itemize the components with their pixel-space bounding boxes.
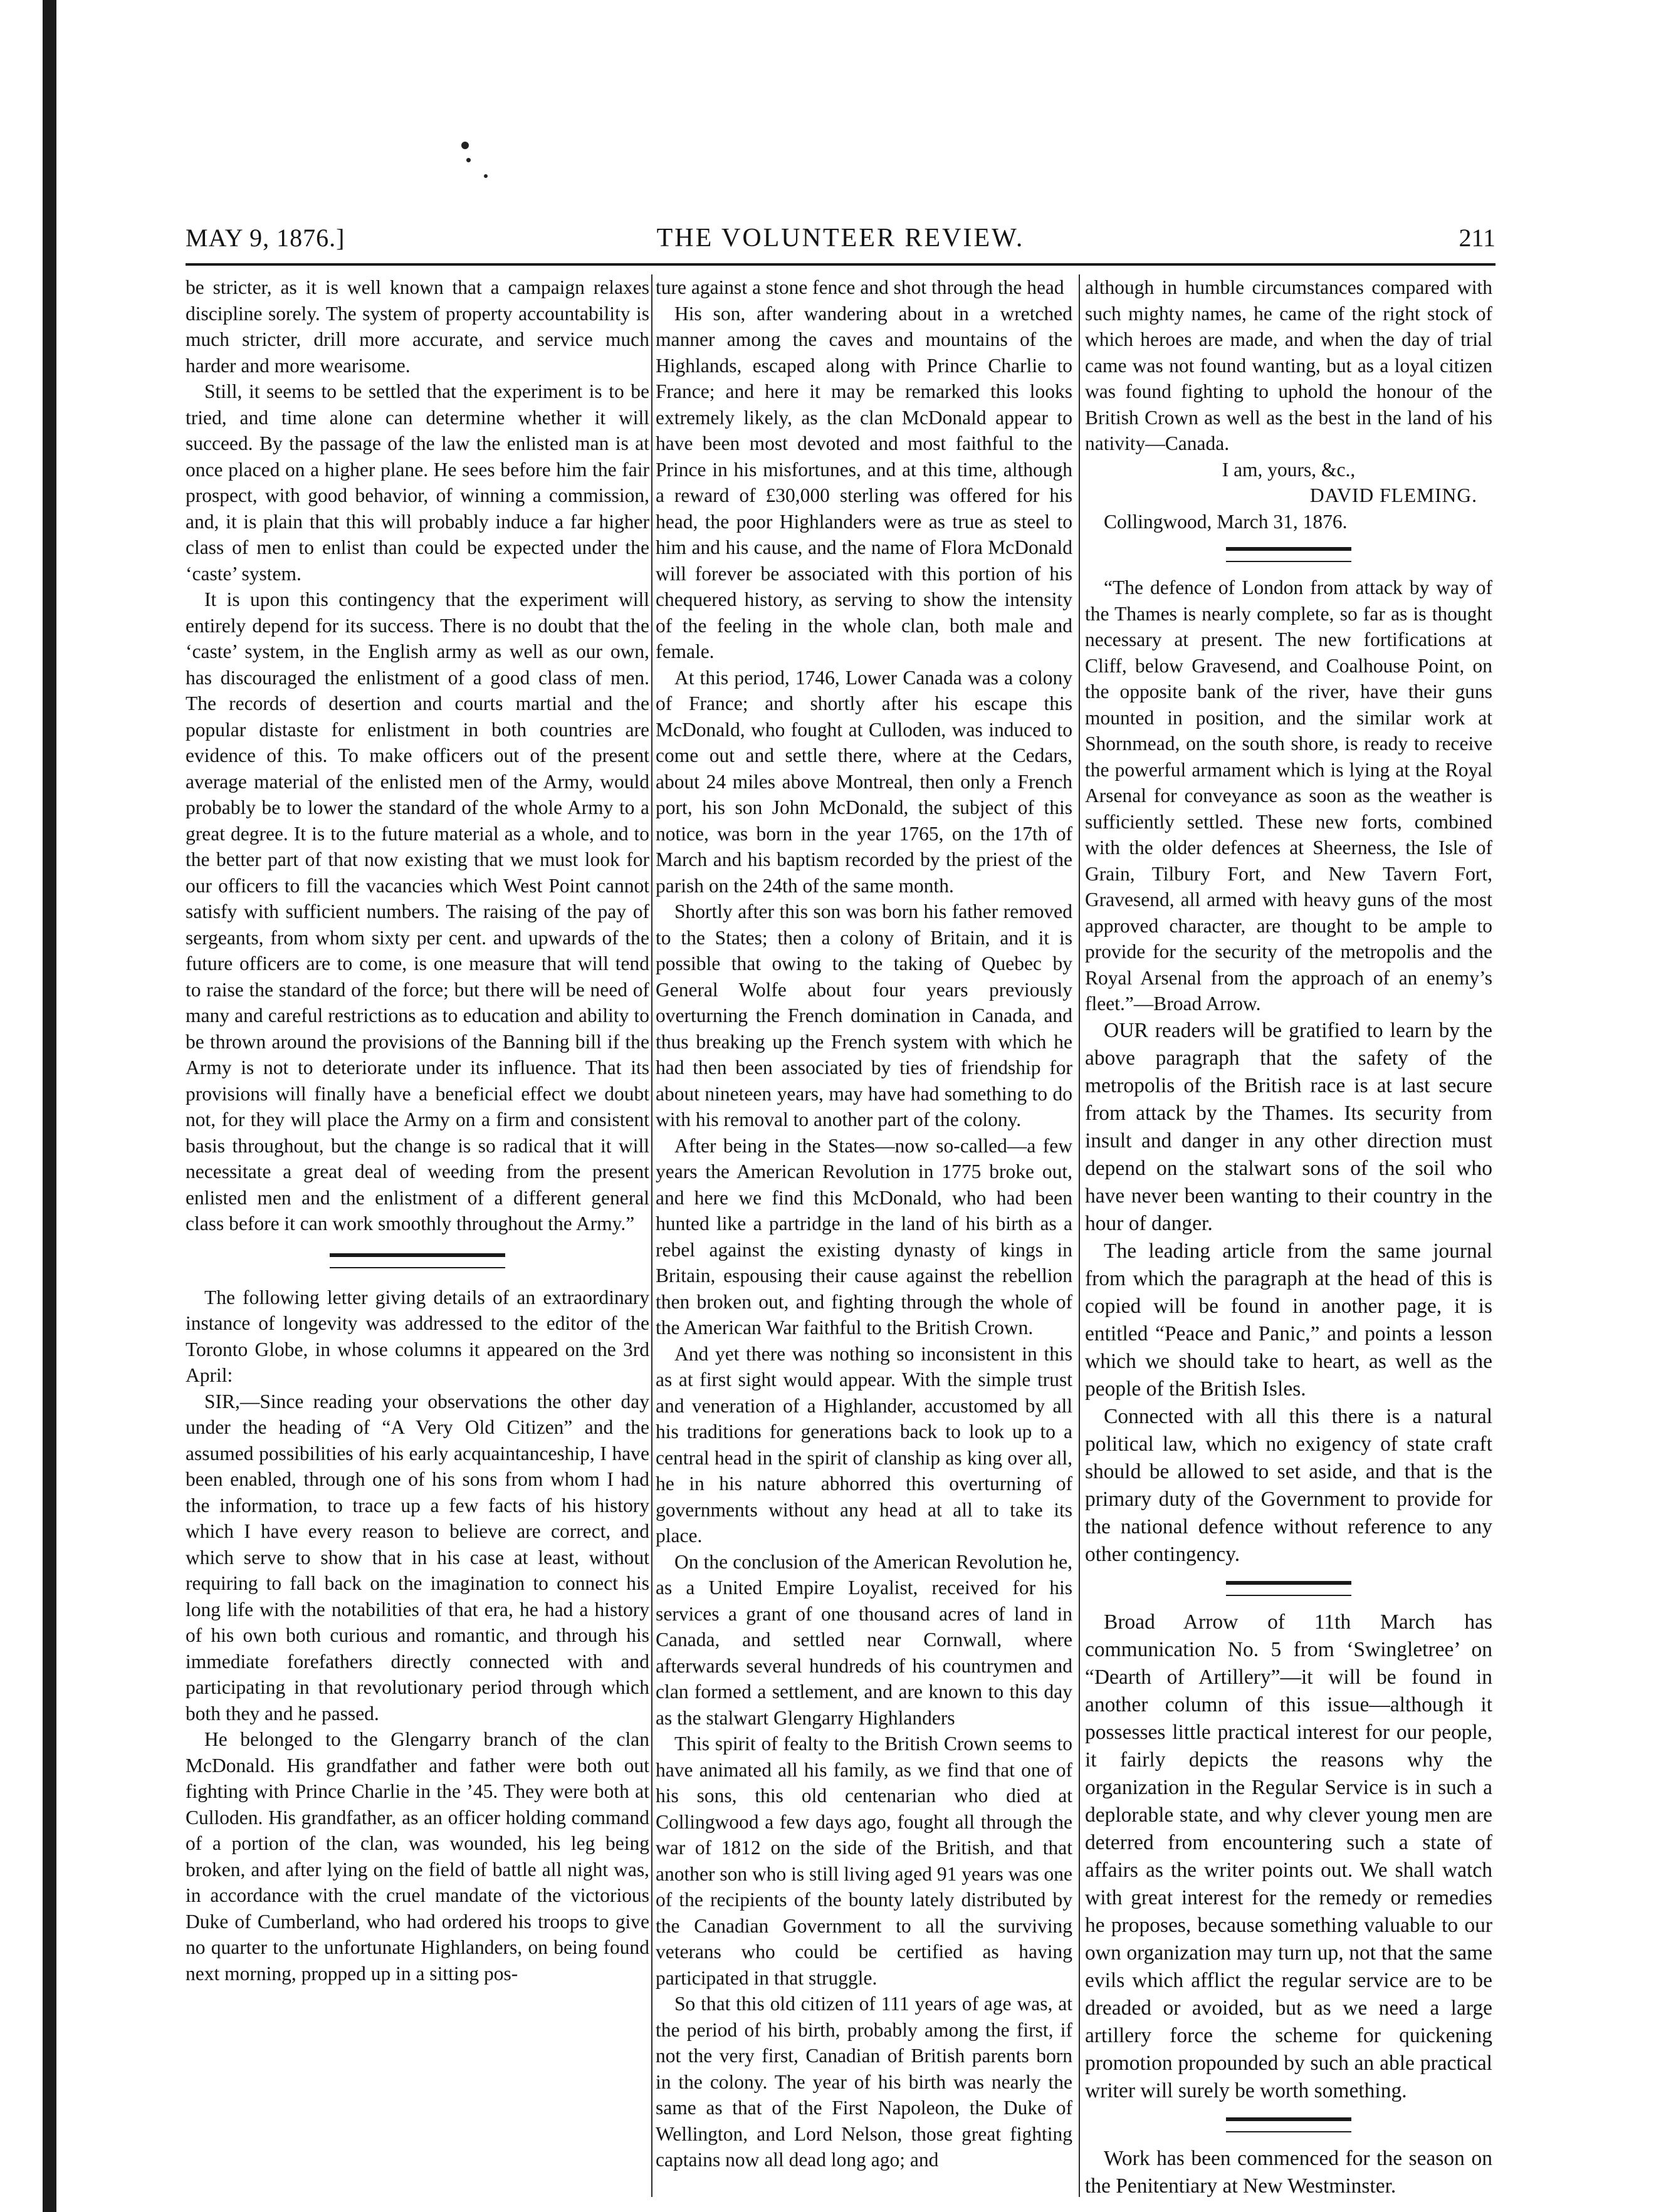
editorial-paragraph: Connected with all this there is a natural political law, which no exigency of state craft should be allowed to set aside, and that is the primary duty of the Government to provide for the national defence without reference to any other contingency.	[1085, 1404, 1492, 1566]
ink-speck	[466, 158, 471, 162]
letter-paragraph: After being in the States—now so-called—a few years the American Revolution in 1775 broke out, and here we find this McDonald, who had been hunted like a partridge in the land of his birth as a rebel against the existing dynasty of kings in Britain, espousing their cause against the rebellion then broken out, and fighting through the whole of the American War faithful to the British Crown.	[656, 1134, 1072, 1338]
column-divider	[651, 274, 652, 2197]
letter-paragraph: And yet there was nothing so inconsistent in this as at first sight would appear. With the simple trust and veneration of a Highlander, accustomed by all his traditions for generations back to look up to a central head in the spirit of clanship as king over all, he in his nature abhorred this overturning of governments without any head at all to take its place.	[656, 1342, 1072, 1547]
section-separator	[1226, 547, 1351, 562]
letter-paragraph: Shortly after this son was born his father removed to the States; then a colony of Britain, and it is possible that owing to the taking of Quebec by General Wolfe about four years previously overturning the French domination in Canada, and thus breaking up the French system with which he had then been associated by ties of friendship for about nineteen years, may have had something to do with his removal to another part of the colony.	[656, 900, 1072, 1130]
letter-place-date: Collingwood, March 31, 1876.	[1104, 510, 1348, 533]
letter-intro: The following letter giving details of an extraordinary instance of longevity was addressed to the editor of the Toronto Globe, in whose columns it appeared on the 3rd April:	[186, 1286, 649, 1386]
publication-title: THE VOLUNTEER REVIEW.	[656, 224, 1025, 253]
editorial-paragraph: OUR readers will be gratified to learn by the above paragraph that the safety of the metropolis of the British race is at last secure from attack by the Thames. Its security from insult and danger in any other direction must depend on the stalwart sons of the soil who have never been wanting to their country in the hour of danger.	[1085, 1018, 1492, 1235]
article-paragraph: Still, it seems to be settled that the experiment is to be tried, and time alone can determine whether it will succeed. By the passage of the law the enlisted man is at once placed on a higher plane. He sees before him the fair prospect, with good behavior, of winning a commission, and, it is plain that this will probably induce a far higher class of men to enlist than could be expected under the ‘caste’ system.	[186, 380, 649, 585]
column-divider	[1079, 274, 1080, 2197]
quoted-paragraph: “The defence of London from attack by way of the Thames is nearly complete, so far as is thought necessary at present. The new fortifications at Cliff, below Gravesend, and Coalhouse Point, on the opposite bank of the river, have their guns mounted in position, and the similar work at Shornmead, on the south shore, is ready to receive the powerful armament which is lying at the Royal Arsenal for conveyance as soon as the weather is sufficiently settled. These new forts, combined with the older defences at Sheerness, the Isle of Grain, Tilbury Fort, and New Tavern Fort, Gravesend, all armed with heavy guns of the most approved character, are thought to be ample to provide for the security of the metropolis and the Royal Arsenal from the approach of an enemy’s fleet.”—Broad Arrow.	[1085, 576, 1492, 1015]
letter-closing: I am, yours, &c.,	[1222, 458, 1356, 481]
section-separator	[1226, 1581, 1351, 1596]
section-separator	[1226, 2117, 1351, 2132]
page-number: 211	[1459, 224, 1496, 252]
ink-speck	[461, 142, 469, 149]
column-1	[186, 274, 649, 2197]
letter-paragraph: ture against a stone fence and shot through the head	[656, 276, 1064, 298]
article-paragraph: It is upon this contingency that the experiment will entirely depend for its success. There is no doubt that the ‘caste’ system, in the English army as well as our own, has discouraged the enlistment of a good class of men. The records of desertion and courts martial and the popular distaste for enlistment in both countries are evidence of this. To make officers out of the present average material of the enlisted men of the Army, would probably be to lower the standard of the whole Army to a great degree. It is to the future material as a whole, and to the better part of that now existing that we must look for our officers to fill the vacancies which West Point cannot satisfy with sufficient numbers. The raising of the pay of sergeants, from whom sixty per cent. and upwards of the future officers are to come, is one measure that will tend to raise the standard of the force; but there will be need of many and careful restrictions as to education and ability to be thrown around the provisions of the Banning bill if the Army is not to deteriorate under its influence. That its provisions will finally have a beneficial effect we doubt not, for they will place the Army on a firm and consistent basis throughout, but the change is so radical that it will necessitate a great deal of weeding from the present enlisted men and the enlistment of a different general class before it can work smoothly throughout the Army.”	[186, 588, 649, 1234]
page-edge-shadow	[43, 0, 56, 2212]
article-paragraph: be stricter, as it is well known that a campaign relaxes discipline sorely. The system of property accountability is much stricter, drill more accurate, and service much harder and more wearisome.	[186, 276, 649, 377]
ink-speck	[484, 174, 488, 178]
letter-paragraph: This spirit of fealty to the British Crown seems to have animated all his family, as we find that one of his sons, this old centenarian who died at Collingwood a few days ago, fought all through the war of 1812 on the side of the British, and that another son who is still living aged 91 years was one of the recipients of the bounty lately distributed by the Canadian Government to all the surviving veterans who could be certified as having participated in that struggle.	[656, 1733, 1072, 1989]
editorial-paragraph: Broad Arrow of 11th March has communication No. 5 from ‘Swingletree’ on “Dearth of Artillery”—it will be found in another column of this issue—although it possesses little practical interest for our people, it fairly depicts the reasons why the organization in the Regular Service is in such a deplorable state, and why clever young men are deterred from encountering such a state of affairs as the writer points out. We shall watch with great interest for the remedy or remedies he proposes, because something valuable to our own organization may turn up, not that the same evils which afflict the regular service are to be dreaded or avoided, but as we need a large artillery force the scheme for quickening promotion propounded by such an able practical writer will surely be worth something.	[1085, 1610, 1492, 2102]
letter-paragraph: He belonged to the Glengarry branch of the clan McDonald. His grandfather and father were both out fighting with Prince Charlie in the ’45. They were both at Culloden. His grandfather, as an officer holding command of a portion of the clan, was wounded, his leg being broken, and after lying on the field of battle all night was, in accordance with the cruel mandate of the victorious Duke of Cumberland, who had ordered his troops to give no quarter to the unfortunate Highlanders, on being found next morning, propped up in a sitting pos-	[186, 1728, 649, 1985]
letter-paragraph: At this period, 1746, Lower Canada was a colony of France; and shortly after his escape this McDonald, who fought at Culloden, was induced to come out and settle there, where at the Cedars, about 24 miles above Montreal, then only a French port, his son John McDonald, the subject of this notice, was born in the year 1765, on the 17th of March and his baptism recorded by the priest of the parish on the 24th of the same month.	[656, 666, 1072, 897]
editorial-paragraph: The leading article from the same journal from which the paragraph at the head of this is copied will be found in another page, it is entitled “Peace and Panic,” and points a lesson which we should take to heart, as well as the people of the British Isles.	[1085, 1239, 1492, 1401]
letter-paragraph: So that this old citizen of 111 years of age was, at the period of his birth, probably among the first, if not the very first, Canadian of British parents born in the colony. The year of his birth was nearly the same as that of the First Napoleon, the Duke of Wellington, and Lord Nelson, those great fighting captains now all dead long ago; and	[656, 1993, 1072, 2171]
column-2	[656, 274, 1072, 2197]
letter-paragraph: SIR,—Since reading your observations the other day under the heading of “A Very Old Citizen” and the assumed possibilities of his early acquaintanceship, I have been enabled, through one of his sons from whom I had the information, to trace up a few facts of his history which I have every reason to believe are correct, and which serve to show that in his case at least, without requiring to fall back on the imagination to connect his long life with the notabilities of that era, he had a history of his own both curious and romantic, and through his immediate forefathers directly connected with and participating in that revolutionary period through which both they and he passed.	[186, 1390, 649, 1724]
issue-date: MAY 9, 1876.]	[186, 224, 345, 252]
letter-paragraph: His son, after wandering about in a wretched manner among the caves and mountains of the Highlands, escaped along with Prince Charlie to France; and here it may be remarked this looks extremely likely, as the clan McDonald appear to have been most devoted and most faithful to the Prince in his misfortunes, and at this time, although a reward of £30,000 sterling was offered for his head, the poor Highlanders were as true as steel to him and his cause, and the name of Flora McDonald will forever be associated with this portion of his chequered history, as serving to show the intensity of the feeling in the whole clan, both male and female.	[656, 302, 1072, 662]
letter-paragraph: although in humble circumstances compared with such mighty names, he came of the right stock of which heroes are made, and when the day of trial came was not found wanting, but as a loyal citizen was found fighting to uphold the honour of the British Crown as well as the best in the land of his nativity—Canada.	[1085, 276, 1492, 454]
section-separator	[330, 1253, 505, 1268]
letter-paragraph: On the conclusion of the American Revolution he, as a United Empire Loyalist, received for his services a grant of one thousand acres of land in Canada, and settled near Cornwall, where afterwards several hundreds of his countrymen and clan formed a settlement, and are known to this day as the stalwart Glengarry Highlanders	[656, 1550, 1072, 1729]
letter-signature: DAVID FLEMING.	[1309, 484, 1477, 506]
page-header	[186, 219, 1496, 266]
column-3	[1085, 274, 1492, 2197]
news-item: Work has been commenced for the season on the Penitentiary at New Westminster.	[1085, 2146, 1492, 2197]
